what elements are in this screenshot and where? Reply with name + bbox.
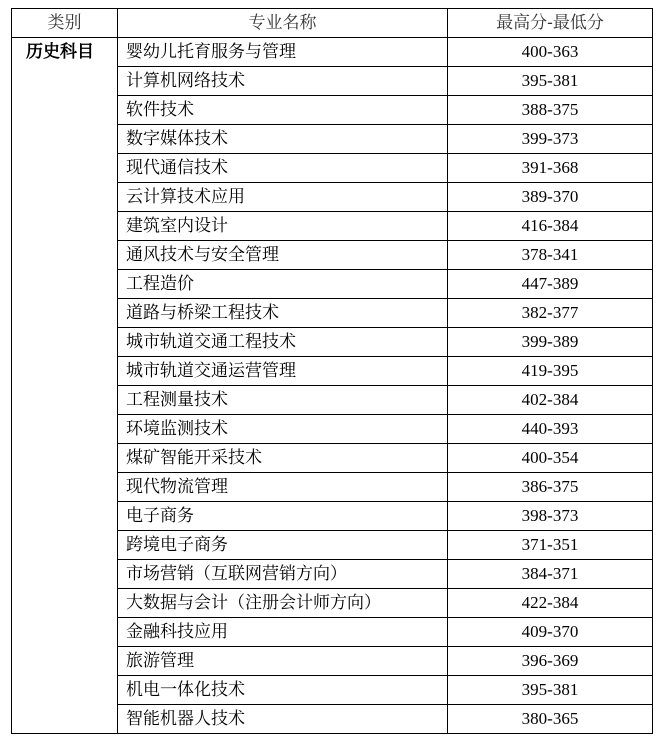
score-range-cell: 398-373 xyxy=(448,502,653,531)
score-range-cell: 388-375 xyxy=(448,96,653,125)
score-range-cell: 384-371 xyxy=(448,560,653,589)
score-range-cell: 447-389 xyxy=(448,270,653,299)
major-name-cell: 机电一体化技术 xyxy=(118,676,448,705)
score-range-cell: 389-370 xyxy=(448,183,653,212)
major-name-cell: 煤矿智能开采技术 xyxy=(118,444,448,473)
major-name-cell: 电子商务 xyxy=(118,502,448,531)
score-range-cell: 419-395 xyxy=(448,357,653,386)
score-range-cell: 386-375 xyxy=(448,473,653,502)
major-name-cell: 计算机网络技术 xyxy=(118,67,448,96)
table-body xyxy=(12,38,653,734)
score-range-cell: 395-381 xyxy=(448,676,653,705)
major-name-cell: 城市轨道交通工程技术 xyxy=(118,328,448,357)
header-score-range: 最高分-最低分 xyxy=(448,9,653,38)
score-range-cell: 382-377 xyxy=(448,299,653,328)
score-range-cell: 380-365 xyxy=(448,705,653,734)
major-name-cell: 市场营销（互联网营销方向） xyxy=(118,560,448,589)
major-name-cell: 通风技术与安全管理 xyxy=(118,241,448,270)
header-major-name: 专业名称 xyxy=(118,9,448,38)
score-range-cell: 409-370 xyxy=(448,618,653,647)
score-range-cell: 422-384 xyxy=(448,589,653,618)
table-row xyxy=(12,38,653,67)
score-range-cell: 400-354 xyxy=(448,444,653,473)
score-range-cell: 416-384 xyxy=(448,212,653,241)
major-name-cell: 环境监测技术 xyxy=(118,415,448,444)
major-name-cell: 数字媒体技术 xyxy=(118,125,448,154)
major-name-cell: 大数据与会计（注册会计师方向） xyxy=(118,589,448,618)
major-name-cell: 婴幼儿托育服务与管理 xyxy=(118,38,448,67)
major-name-cell: 现代物流管理 xyxy=(118,473,448,502)
score-range-cell: 400-363 xyxy=(448,38,653,67)
major-name-cell: 城市轨道交通运营管理 xyxy=(118,357,448,386)
admission-score-table xyxy=(11,8,653,734)
major-name-cell: 云计算技术应用 xyxy=(118,183,448,212)
major-name-cell: 工程造价 xyxy=(118,270,448,299)
major-name-cell: 建筑室内设计 xyxy=(118,212,448,241)
major-name-cell: 工程测量技术 xyxy=(118,386,448,415)
score-range-cell: 378-341 xyxy=(448,241,653,270)
score-range-cell: 396-369 xyxy=(448,647,653,676)
score-range-cell: 402-384 xyxy=(448,386,653,415)
major-name-cell: 软件技术 xyxy=(118,96,448,125)
score-range-cell: 399-373 xyxy=(448,125,653,154)
header-category: 类别 xyxy=(12,9,118,38)
score-range-cell: 399-389 xyxy=(448,328,653,357)
table-header-row xyxy=(12,9,653,38)
major-name-cell: 现代通信技术 xyxy=(118,154,448,183)
score-range-cell: 371-351 xyxy=(448,531,653,560)
score-range-cell: 395-381 xyxy=(448,67,653,96)
major-name-cell: 跨境电子商务 xyxy=(118,531,448,560)
category-cell: 历史科目 xyxy=(12,38,118,734)
major-name-cell: 智能机器人技术 xyxy=(118,705,448,734)
score-range-cell: 440-393 xyxy=(448,415,653,444)
score-range-cell: 391-368 xyxy=(448,154,653,183)
major-name-cell: 道路与桥梁工程技术 xyxy=(118,299,448,328)
major-name-cell: 旅游管理 xyxy=(118,647,448,676)
major-name-cell: 金融科技应用 xyxy=(118,618,448,647)
